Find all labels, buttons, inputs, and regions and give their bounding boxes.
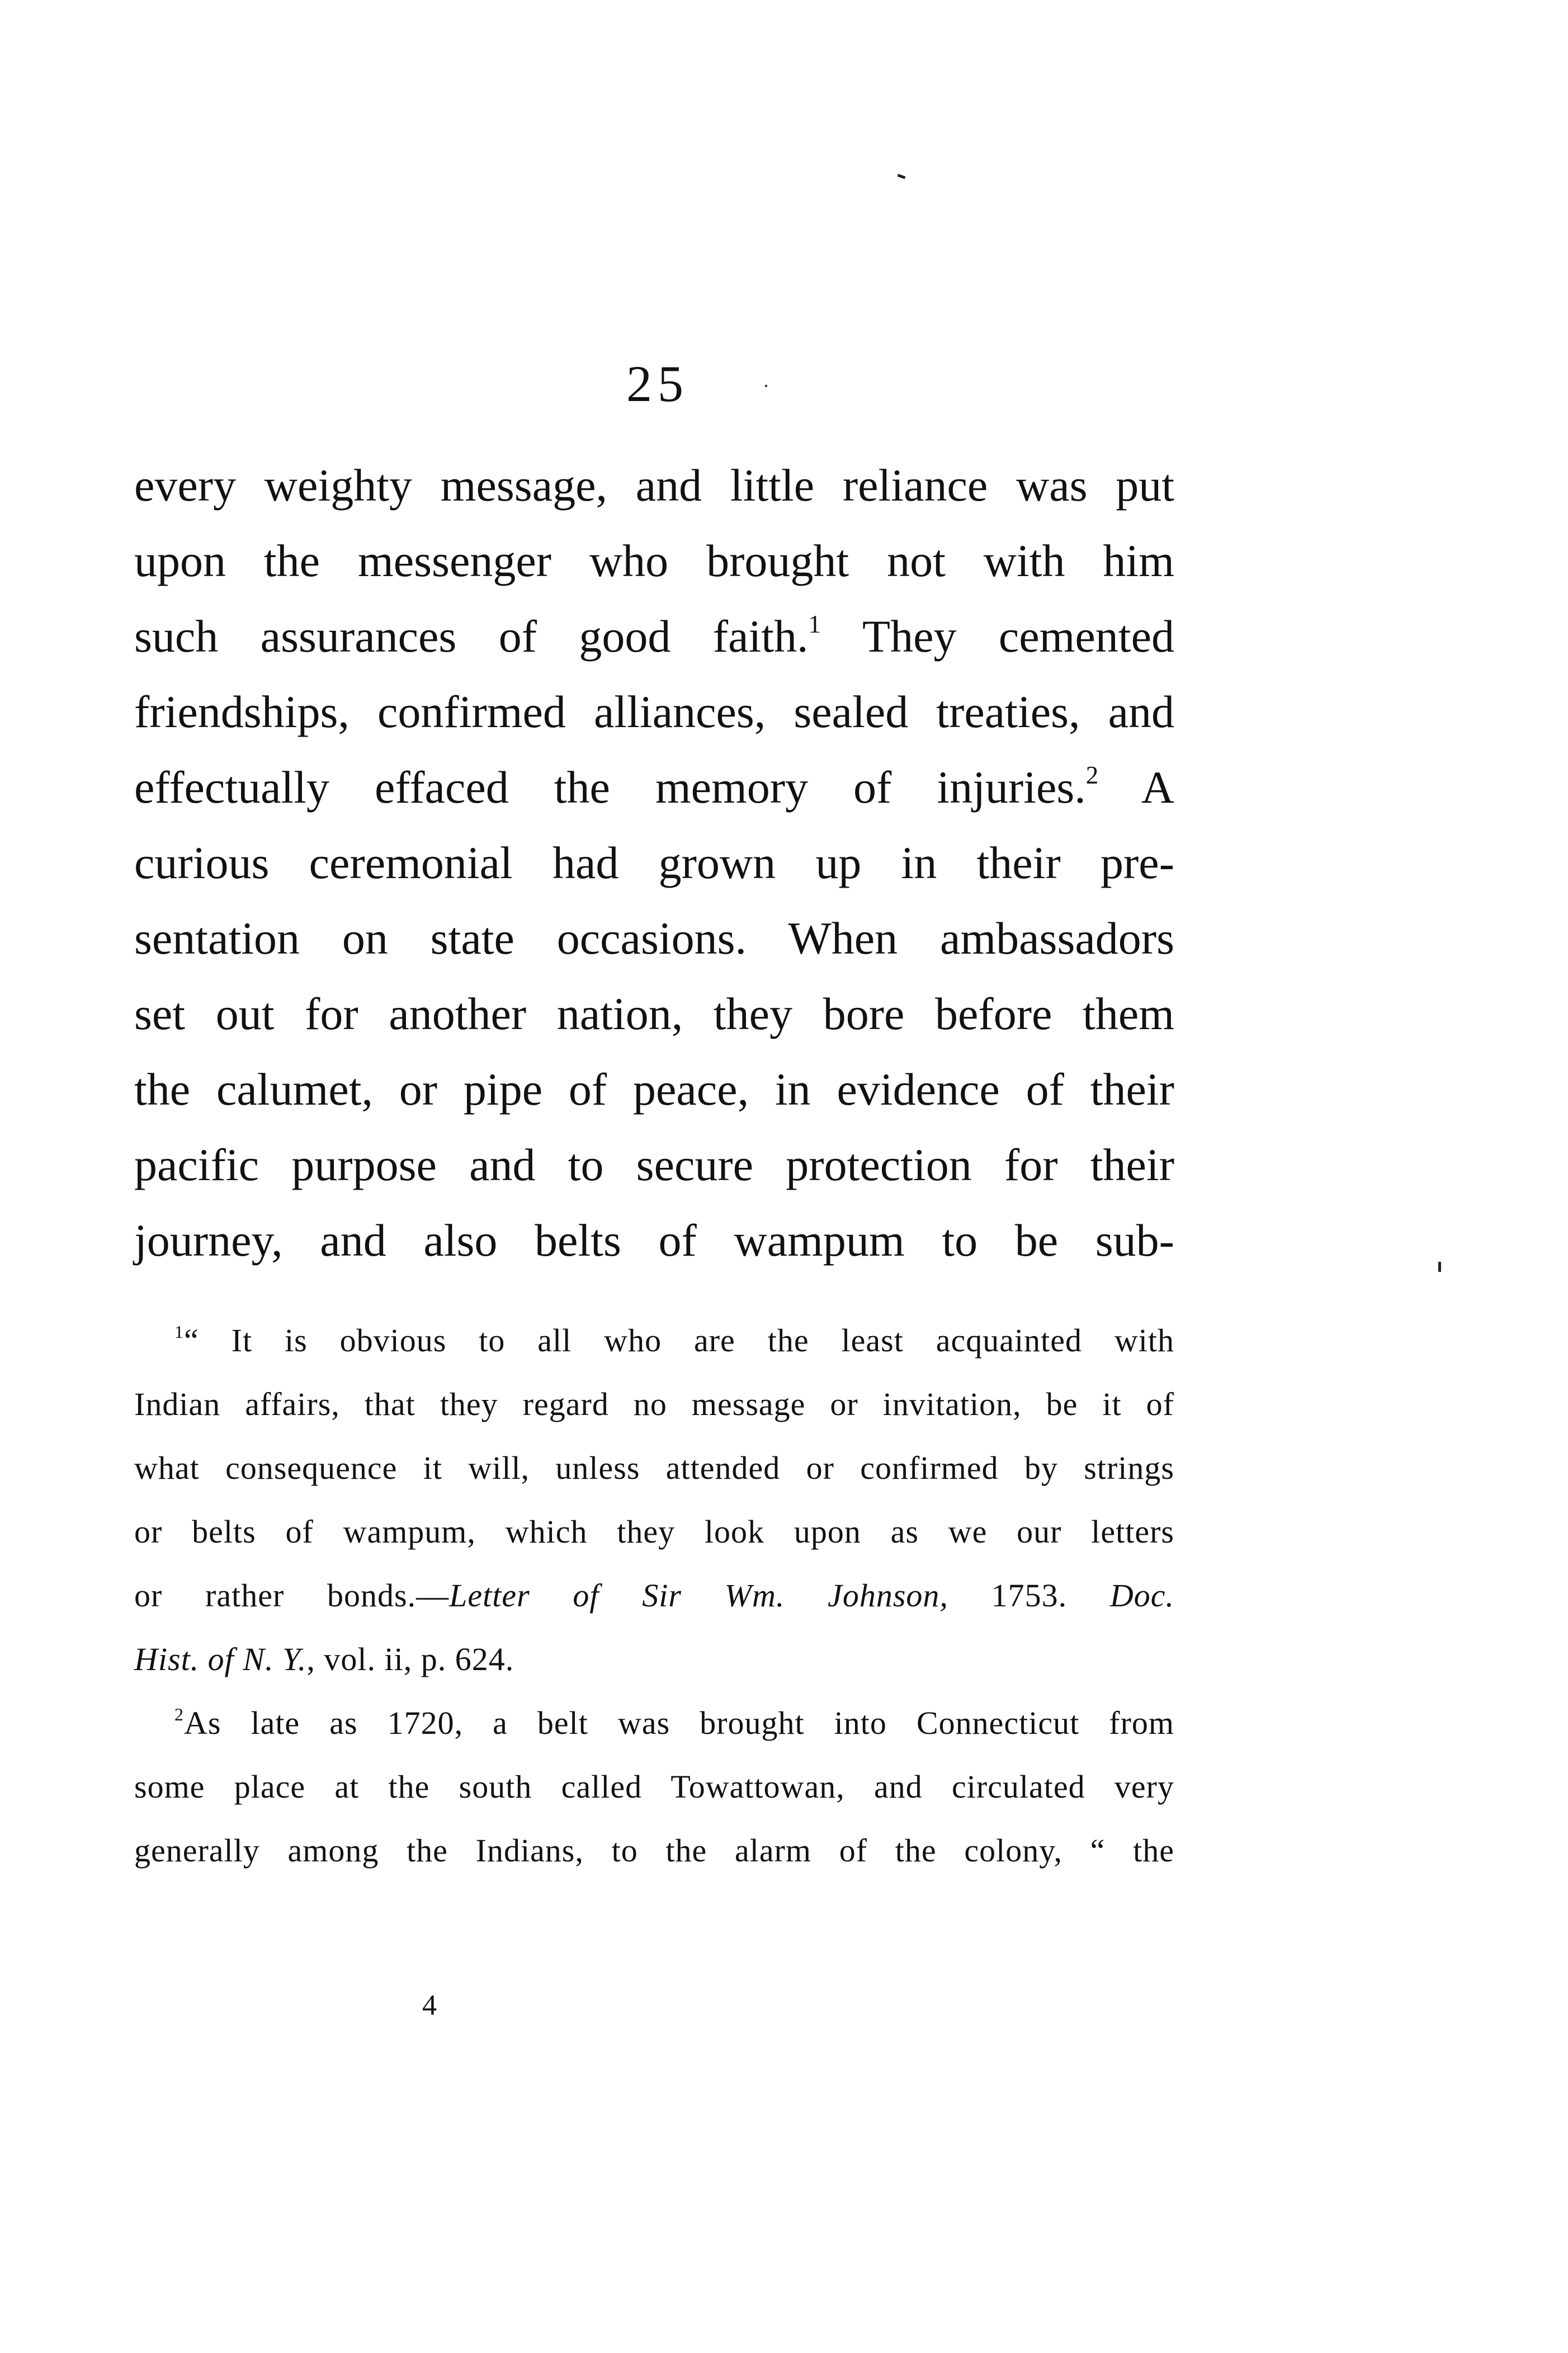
page-number: 25 [626,355,689,412]
citation-title: Doc. [1109,1577,1174,1614]
footnote-reference: 2 [1085,761,1099,790]
footnote-line: some place at the south called Towattowan, and circulated very [134,1769,1174,1805]
footnotes [134,1309,1174,1883]
footnote-line-text: , vol. ii, p. 624. [306,1641,514,1677]
body-line-text: A [1098,762,1174,813]
citation-title: Letter of Sir Wm. Johnson, [449,1577,948,1614]
body-line: pacific purpose and to secure protection for their [134,1139,1174,1190]
signature-mark: 4 [422,1989,437,2021]
footnote-line-text: or rather bonds.— [134,1577,450,1614]
body-text [134,447,1174,1278]
body-line-text: such assurances of good faith. [134,611,809,662]
footnote-line [134,1309,1174,1373]
footnote-1 [134,1309,1174,1691]
body-line [134,598,1174,674]
print-speck [765,385,767,387]
footnote-2 [134,1691,1174,1883]
body-line: journey, and also belts of wampum to be sub- [134,1215,1174,1266]
body-line [134,749,1174,825]
footnote-line [134,1628,1174,1691]
footnote-marker: 2 [174,1705,184,1725]
body-line: every weighty message, and little reliance was put [134,460,1174,511]
footnote-line: what consequence it will, unless attended or confirmed by strings [134,1450,1174,1486]
footnote-line: generally among the Indians, to the alarm of the colony, “ the [134,1832,1174,1869]
body-line: sentation on state occasions. When ambassadors [134,913,1174,964]
footnote-line: or belts of wampum, which they look upon as we our letters [134,1513,1174,1550]
body-line-text: They cemented [821,611,1174,662]
footnote-reference: 1 [808,610,821,639]
citation-year: 1753. [948,1577,1110,1614]
footnote-line-text: As late as 1720, a belt was brought into Connecticut from [183,1705,1174,1741]
footnote-marker: 1 [174,1322,184,1342]
body-line-text: effectually effaced the memory of injuries. [134,762,1086,813]
body-line: the calumet, or pipe of peace, in evidence of their [134,1064,1174,1115]
citation-title: Hist. of N. Y. [134,1641,307,1677]
body-line: upon the messenger who brought not with him [134,535,1174,586]
body-line: curious ceremonial had grown up in their pre- [134,837,1174,888]
body-line: set out for another nation, they bore before them [134,988,1174,1039]
print-speck [1438,1262,1441,1272]
footnote-line: Indian affairs, that they regard no message or invitation, be it of [134,1386,1174,1422]
footnote-line [134,1691,1174,1755]
footnote-line-text: “ It is obvious to all who are the least acquainted with [183,1322,1174,1359]
print-speck [898,174,906,179]
footnote-line [134,1564,1174,1628]
body-line: friendships, confirmed alliances, sealed treaties, and [134,686,1174,737]
